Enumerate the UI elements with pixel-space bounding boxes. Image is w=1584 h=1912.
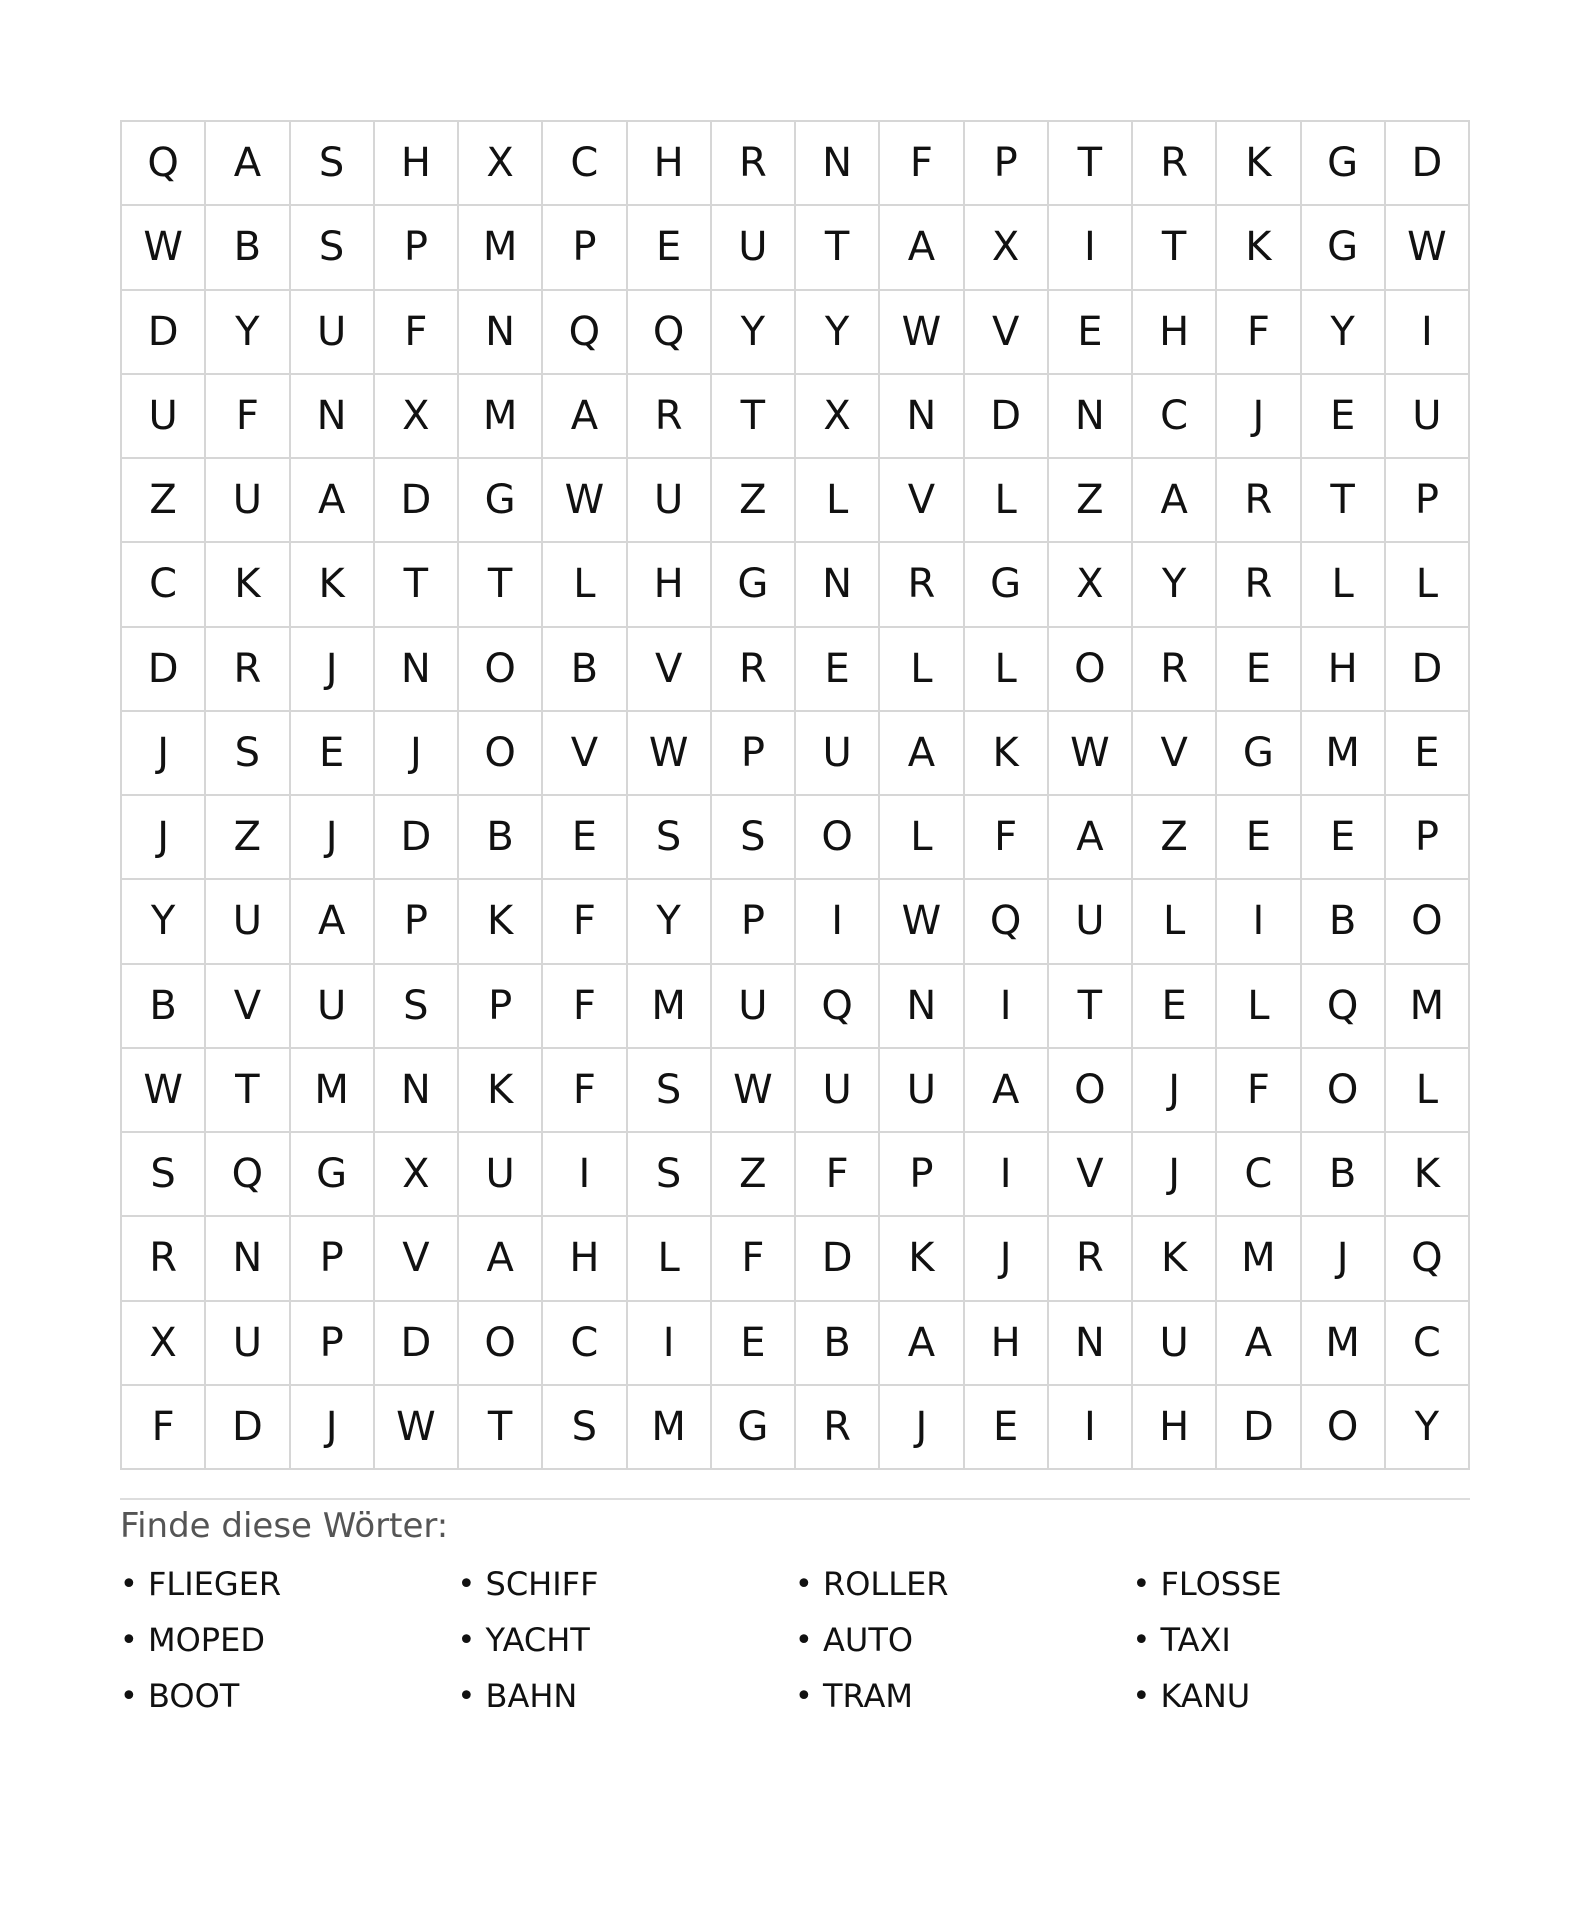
grid-cell[interactable]: A [459, 1217, 543, 1301]
grid-cell[interactable]: D [375, 796, 459, 880]
grid-cell[interactable]: J [1133, 1133, 1217, 1217]
grid-cell[interactable]: O [1049, 1049, 1133, 1133]
grid-cell[interactable]: J [291, 1386, 375, 1470]
grid-cell[interactable]: F [543, 1049, 627, 1133]
grid-cell[interactable]: P [712, 712, 796, 796]
grid-cell[interactable]: T [712, 375, 796, 459]
grid-cell[interactable]: A [1049, 796, 1133, 880]
grid-cell[interactable]: T [1049, 122, 1133, 206]
grid-cell[interactable]: A [543, 375, 627, 459]
grid-cell[interactable]: N [375, 628, 459, 712]
grid-cell[interactable]: N [796, 122, 880, 206]
grid-cell[interactable]: B [459, 796, 543, 880]
word-label: BOOT [148, 1677, 240, 1715]
grid-cell[interactable]: M [1386, 965, 1470, 1049]
grid-cell[interactable]: B [206, 206, 290, 290]
grid-cell[interactable]: Y [1302, 291, 1386, 375]
grid-cell[interactable]: W [122, 1049, 206, 1133]
word-list-item [795, 1565, 1133, 1603]
grid-cell[interactable]: A [1217, 1302, 1301, 1386]
grid-cell[interactable]: Q [796, 965, 880, 1049]
grid-cell[interactable]: O [1302, 1386, 1386, 1470]
grid-cell[interactable]: U [628, 459, 712, 543]
grid-cell[interactable]: G [1302, 122, 1386, 206]
grid-cell[interactable]: G [712, 1386, 796, 1470]
grid-cell[interactable]: I [796, 880, 880, 964]
letter-grid [120, 120, 1470, 1470]
grid-cell[interactable]: Y [1133, 543, 1217, 627]
word-list-item [458, 1677, 796, 1715]
grid-cell[interactable]: S [291, 206, 375, 290]
grid-cell[interactable]: B [1302, 1133, 1386, 1217]
grid-cell[interactable]: Y [712, 291, 796, 375]
grid-cell[interactable]: L [1386, 543, 1470, 627]
grid-cell[interactable]: P [965, 122, 1049, 206]
grid-cell[interactable]: A [965, 1049, 1049, 1133]
word-label: TRAM [823, 1677, 913, 1715]
grid-cell[interactable]: J [291, 628, 375, 712]
grid-cell[interactable]: E [1302, 375, 1386, 459]
grid-cell[interactable]: N [206, 1217, 290, 1301]
grid-cell[interactable]: F [796, 1133, 880, 1217]
grid-cell[interactable]: Z [712, 1133, 796, 1217]
bullet-icon: • [795, 1678, 813, 1714]
grid-cell[interactable]: S [291, 122, 375, 206]
grid-cell[interactable]: E [965, 1386, 1049, 1470]
grid-cell[interactable]: C [543, 1302, 627, 1386]
grid-cell[interactable]: E [1217, 796, 1301, 880]
grid-cell[interactable]: J [122, 712, 206, 796]
grid-cell[interactable]: Y [796, 291, 880, 375]
grid-cell[interactable]: R [796, 1386, 880, 1470]
grid-cell[interactable]: O [796, 796, 880, 880]
grid-cell[interactable]: N [291, 375, 375, 459]
grid-cell[interactable]: I [1049, 206, 1133, 290]
grid-cell[interactable]: F [1217, 1049, 1301, 1133]
word-list-item [120, 1621, 458, 1659]
grid-cell[interactable]: K [291, 543, 375, 627]
grid-cell[interactable]: F [122, 1386, 206, 1470]
grid-cell[interactable]: J [965, 1217, 1049, 1301]
grid-cell[interactable]: Z [1133, 796, 1217, 880]
grid-cell[interactable]: U [291, 291, 375, 375]
grid-cell[interactable]: I [628, 1302, 712, 1386]
grid-cell[interactable]: D [122, 291, 206, 375]
grid-cell[interactable]: U [712, 965, 796, 1049]
grid-cell[interactable]: Q [206, 1133, 290, 1217]
grid-cell[interactable]: C [122, 543, 206, 627]
grid-cell[interactable]: N [1049, 375, 1133, 459]
grid-cell[interactable]: D [375, 459, 459, 543]
grid-cell[interactable]: M [459, 375, 543, 459]
divider [120, 1498, 1470, 1500]
grid-cell[interactable]: W [122, 206, 206, 290]
grid-cell[interactable]: T [1049, 965, 1133, 1049]
grid-cell[interactable]: P [291, 1217, 375, 1301]
grid-cell[interactable]: D [122, 628, 206, 712]
grid-cell[interactable]: R [1217, 543, 1301, 627]
grid-cell[interactable]: G [965, 543, 1049, 627]
grid-cell[interactable]: H [965, 1302, 1049, 1386]
word-label: SCHIFF [485, 1565, 599, 1603]
grid-cell[interactable]: O [459, 1302, 543, 1386]
grid-cell[interactable]: W [1049, 712, 1133, 796]
grid-cell[interactable]: L [543, 543, 627, 627]
grid-cell[interactable]: G [712, 543, 796, 627]
grid-cell[interactable]: W [880, 880, 964, 964]
grid-cell[interactable]: A [291, 880, 375, 964]
grid-cell[interactable]: C [1133, 375, 1217, 459]
word-label: AUTO [823, 1621, 914, 1659]
grid-cell[interactable]: F [712, 1217, 796, 1301]
grid-cell[interactable]: T [1302, 459, 1386, 543]
grid-cell[interactable]: G [1217, 712, 1301, 796]
grid-cell[interactable]: V [543, 712, 627, 796]
grid-cell[interactable]: R [880, 543, 964, 627]
grid-cell[interactable]: C [543, 122, 627, 206]
grid-cell[interactable]: E [291, 712, 375, 796]
grid-cell[interactable]: P [1386, 796, 1470, 880]
grid-cell[interactable]: E [712, 1302, 796, 1386]
grid-cell[interactable]: W [375, 1386, 459, 1470]
grid-cell[interactable]: M [1302, 712, 1386, 796]
grid-cell[interactable]: L [880, 796, 964, 880]
grid-cell[interactable]: Z [122, 459, 206, 543]
grid-cell[interactable]: L [880, 628, 964, 712]
bullet-icon: • [457, 1678, 476, 1714]
grid-cell[interactable]: B [796, 1302, 880, 1386]
word-list-item [1133, 1677, 1471, 1715]
grid-cell[interactable]: F [543, 880, 627, 964]
bullet-icon: • [120, 1566, 138, 1602]
grid-cell[interactable]: Q [628, 291, 712, 375]
grid-cell[interactable]: W [628, 712, 712, 796]
grid-cell[interactable]: D [206, 1386, 290, 1470]
grid-cell[interactable]: W [712, 1049, 796, 1133]
grid-cell[interactable]: P [880, 1133, 964, 1217]
word-list-item [795, 1677, 1133, 1715]
grid-cell[interactable]: E [1302, 796, 1386, 880]
grid-cell[interactable]: V [1133, 712, 1217, 796]
grid-cell[interactable]: Q [965, 880, 1049, 964]
grid-cell[interactable]: U [1386, 375, 1470, 459]
grid-cell[interactable]: R [1049, 1217, 1133, 1301]
grid-cell[interactable]: E [796, 628, 880, 712]
grid-cell[interactable]: L [1133, 880, 1217, 964]
grid-cell[interactable]: Q [122, 122, 206, 206]
grid-cell[interactable]: S [122, 1133, 206, 1217]
grid-cell[interactable]: F [375, 291, 459, 375]
grid-cell[interactable]: O [459, 712, 543, 796]
grid-cell[interactable]: S [543, 1386, 627, 1470]
grid-cell[interactable]: S [628, 1133, 712, 1217]
grid-cell[interactable]: H [628, 122, 712, 206]
grid-cell[interactable]: J [122, 796, 206, 880]
grid-cell[interactable]: Y [206, 291, 290, 375]
bullet-icon: • [1132, 1678, 1151, 1714]
grid-cell[interactable]: L [628, 1217, 712, 1301]
grid-cell[interactable]: J [880, 1386, 964, 1470]
grid-cell[interactable]: Y [628, 880, 712, 964]
grid-cell[interactable]: V [206, 965, 290, 1049]
bullet-icon: • [120, 1622, 138, 1658]
word-list-item [1133, 1621, 1471, 1659]
grid-cell[interactable]: C [1217, 1133, 1301, 1217]
word-list-title: Finde diese Wörter: [120, 1506, 449, 1546]
grid-cell[interactable]: J [1133, 1049, 1217, 1133]
grid-cell[interactable]: H [1133, 1386, 1217, 1470]
grid-cell[interactable]: U [712, 206, 796, 290]
grid-cell[interactable]: O [459, 628, 543, 712]
grid-cell[interactable]: P [291, 1302, 375, 1386]
grid-cell[interactable]: F [1217, 291, 1301, 375]
grid-cell[interactable]: O [1302, 1049, 1386, 1133]
grid-cell[interactable]: Y [122, 880, 206, 964]
grid-cell[interactable]: R [1133, 628, 1217, 712]
word-list-item [795, 1621, 1133, 1659]
grid-cell[interactable]: A [880, 206, 964, 290]
grid-cell[interactable]: I [543, 1133, 627, 1217]
grid-cell[interactable]: H [375, 122, 459, 206]
grid-cell[interactable]: D [1217, 1386, 1301, 1470]
grid-cell[interactable]: B [543, 628, 627, 712]
word-list-item [120, 1565, 458, 1603]
grid-cell[interactable]: N [375, 1049, 459, 1133]
word-label: KANU [1160, 1677, 1251, 1715]
grid-cell[interactable]: H [1133, 291, 1217, 375]
grid-cell[interactable]: S [712, 796, 796, 880]
grid-cell[interactable]: T [206, 1049, 290, 1133]
grid-cell[interactable]: S [628, 796, 712, 880]
grid-cell[interactable]: W [1386, 206, 1470, 290]
grid-cell[interactable]: X [459, 122, 543, 206]
grid-cell[interactable]: A [880, 1302, 964, 1386]
word-label: MOPED [148, 1621, 265, 1659]
grid-cell[interactable]: M [1302, 1302, 1386, 1386]
grid-cell[interactable]: R [712, 628, 796, 712]
grid-cell[interactable]: M [628, 965, 712, 1049]
word-label: YACHT [485, 1621, 590, 1659]
grid-cell[interactable]: U [122, 375, 206, 459]
grid-cell[interactable]: Z [206, 796, 290, 880]
grid-cell[interactable]: U [206, 880, 290, 964]
grid-cell[interactable]: M [628, 1386, 712, 1470]
grid-cell[interactable]: M [459, 206, 543, 290]
grid-cell[interactable]: O [1049, 628, 1133, 712]
bullet-icon: • [1132, 1566, 1151, 1602]
grid-cell[interactable]: L [1302, 543, 1386, 627]
grid-cell[interactable]: A [880, 712, 964, 796]
grid-cell[interactable]: K [1217, 122, 1301, 206]
grid-cell[interactable]: P [375, 880, 459, 964]
grid-cell[interactable]: X [796, 375, 880, 459]
grid-cell[interactable]: U [880, 1049, 964, 1133]
grid-cell[interactable]: I [1217, 880, 1301, 964]
grid-cell[interactable]: M [291, 1049, 375, 1133]
grid-cell[interactable]: A [1133, 459, 1217, 543]
word-label: FLOSSE [1160, 1565, 1282, 1603]
grid-cell[interactable]: A [291, 459, 375, 543]
grid-cell[interactable]: N [880, 965, 964, 1049]
grid-cell[interactable]: P [712, 880, 796, 964]
grid-cell[interactable]: O [1386, 880, 1470, 964]
grid-cell[interactable]: K [1386, 1133, 1470, 1217]
grid-cell[interactable]: V [1049, 1133, 1133, 1217]
grid-cell[interactable]: W [543, 459, 627, 543]
grid-cell[interactable]: A [206, 122, 290, 206]
bullet-icon: • [1132, 1622, 1151, 1658]
grid-cell[interactable]: Y [1386, 1386, 1470, 1470]
grid-cell[interactable]: M [1217, 1217, 1301, 1301]
grid-cell[interactable]: D [796, 1217, 880, 1301]
word-label: TAXI [1160, 1621, 1231, 1659]
grid-cell[interactable]: I [1049, 1386, 1133, 1470]
bullet-icon: • [457, 1566, 476, 1602]
grid-cell[interactable]: D [375, 1302, 459, 1386]
grid-cell[interactable]: R [628, 375, 712, 459]
grid-cell[interactable]: E [543, 796, 627, 880]
grid-cell[interactable]: K [1133, 1217, 1217, 1301]
grid-cell[interactable]: N [459, 291, 543, 375]
grid-cell[interactable]: R [712, 122, 796, 206]
grid-cell[interactable]: J [291, 796, 375, 880]
word-list-item [1133, 1565, 1471, 1603]
word-list-item [120, 1677, 458, 1715]
grid-cell[interactable]: R [206, 628, 290, 712]
grid-cell[interactable]: N [796, 543, 880, 627]
grid-cell[interactable]: L [796, 459, 880, 543]
grid-cell[interactable]: T [375, 543, 459, 627]
grid-cell[interactable]: V [375, 1217, 459, 1301]
grid-cell[interactable]: U [291, 965, 375, 1049]
grid-cell[interactable]: R [1133, 122, 1217, 206]
grid-cell[interactable]: C [1386, 1302, 1470, 1386]
word-list-item [458, 1565, 796, 1603]
word-label: BAHN [485, 1677, 578, 1715]
grid-cell[interactable]: T [459, 1386, 543, 1470]
grid-cell[interactable]: S [375, 965, 459, 1049]
grid-cell[interactable]: K [1217, 206, 1301, 290]
grid-cell[interactable]: W [880, 291, 964, 375]
bullet-icon: • [120, 1678, 138, 1714]
grid-cell[interactable]: N [1049, 1302, 1133, 1386]
grid-cell[interactable]: Z [1049, 459, 1133, 543]
grid-cell[interactable]: D [965, 375, 1049, 459]
grid-cell[interactable]: Q [1386, 1217, 1470, 1301]
grid-cell[interactable]: E [1386, 712, 1470, 796]
grid-cell[interactable]: U [1049, 880, 1133, 964]
grid-cell[interactable]: U [206, 1302, 290, 1386]
grid-cell[interactable]: K [206, 543, 290, 627]
grid-cell[interactable]: I [965, 1133, 1049, 1217]
grid-cell[interactable]: D [1386, 122, 1470, 206]
grid-cell[interactable]: U [206, 459, 290, 543]
grid-cell[interactable]: S [206, 712, 290, 796]
grid-cell[interactable]: U [796, 712, 880, 796]
grid-cell[interactable]: E [1049, 291, 1133, 375]
grid-cell[interactable]: Q [1302, 965, 1386, 1049]
grid-cell[interactable]: H [1302, 628, 1386, 712]
grid-cell[interactable]: U [796, 1049, 880, 1133]
grid-cell[interactable]: F [965, 796, 1049, 880]
grid-cell[interactable]: P [1386, 459, 1470, 543]
grid-cell[interactable]: U [459, 1133, 543, 1217]
grid-cell[interactable]: V [628, 628, 712, 712]
word-label: FLIEGER [148, 1565, 282, 1603]
grid-cell[interactable]: P [543, 206, 627, 290]
grid-cell[interactable]: F [543, 965, 627, 1049]
grid-cell[interactable]: X [965, 206, 1049, 290]
grid-cell[interactable]: F [206, 375, 290, 459]
bullet-icon: • [795, 1622, 813, 1658]
grid-cell[interactable]: H [543, 1217, 627, 1301]
grid-cell[interactable]: V [880, 459, 964, 543]
grid-cell[interactable]: H [628, 543, 712, 627]
grid-cell[interactable]: K [880, 1217, 964, 1301]
grid-cell[interactable]: X [375, 1133, 459, 1217]
grid-cell[interactable]: G [1302, 206, 1386, 290]
grid-cell[interactable]: V [965, 291, 1049, 375]
grid-cell[interactable]: K [965, 712, 1049, 796]
grid-cell[interactable]: K [459, 1049, 543, 1133]
grid-cell[interactable]: T [459, 543, 543, 627]
grid-cell[interactable]: J [375, 712, 459, 796]
grid-cell[interactable]: I [1386, 291, 1470, 375]
grid-cell[interactable]: B [1302, 880, 1386, 964]
grid-cell[interactable]: X [122, 1302, 206, 1386]
grid-cell[interactable]: L [965, 459, 1049, 543]
grid-cell[interactable]: G [459, 459, 543, 543]
grid-cell[interactable]: P [375, 206, 459, 290]
word-list-item [458, 1621, 796, 1659]
grid-cell[interactable]: R [122, 1217, 206, 1301]
grid-cell[interactable]: L [1217, 965, 1301, 1049]
grid-cell[interactable]: E [1217, 628, 1301, 712]
grid-cell[interactable]: I [965, 965, 1049, 1049]
grid-cell[interactable]: S [628, 1049, 712, 1133]
grid-cell[interactable]: P [459, 965, 543, 1049]
grid-cell[interactable]: B [122, 965, 206, 1049]
grid-cell[interactable]: X [1049, 543, 1133, 627]
grid-cell[interactable]: J [1302, 1217, 1386, 1301]
grid-cell[interactable]: X [375, 375, 459, 459]
grid-cell[interactable]: E [1133, 965, 1217, 1049]
grid-cell[interactable]: Q [543, 291, 627, 375]
grid-cell[interactable]: R [1217, 459, 1301, 543]
grid-cell[interactable]: U [1133, 1302, 1217, 1386]
grid-cell[interactable]: L [1386, 1049, 1470, 1133]
word-list [120, 1565, 1470, 1715]
grid-cell[interactable]: D [1386, 628, 1470, 712]
grid-cell[interactable]: G [291, 1133, 375, 1217]
word-label: ROLLER [823, 1565, 949, 1603]
grid-cell[interactable]: N [880, 375, 964, 459]
bullet-icon: • [457, 1622, 476, 1658]
grid-cell[interactable]: Z [712, 459, 796, 543]
grid-cell[interactable]: E [628, 206, 712, 290]
grid-cell[interactable]: L [965, 628, 1049, 712]
grid-cell[interactable]: J [1217, 375, 1301, 459]
grid-cell[interactable]: T [796, 206, 880, 290]
grid-cell[interactable]: T [1133, 206, 1217, 290]
grid-cell[interactable]: K [459, 880, 543, 964]
grid-cell[interactable]: F [880, 122, 964, 206]
bullet-icon: • [795, 1566, 813, 1602]
